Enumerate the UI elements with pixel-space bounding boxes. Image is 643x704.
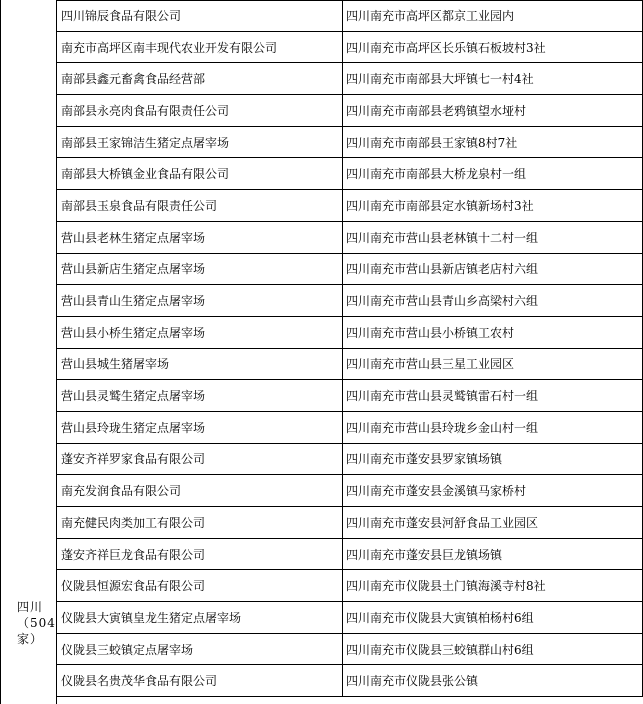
company-name-cell: 南部县大桥镇金业食品有限公司 xyxy=(57,158,343,189)
region-count-close: 家） xyxy=(17,632,44,646)
table-row xyxy=(57,475,643,507)
table-row xyxy=(57,507,643,539)
company-name-cell: 南部县永亮肉食品有限责任公司 xyxy=(57,95,343,126)
table-row xyxy=(57,158,643,190)
company-name-cell: 南部县鑫元畜禽食品经营部 xyxy=(57,63,343,94)
company-name-cell: 南部县玉泉食品有限责任公司 xyxy=(57,190,343,221)
address-cell: 四川南充市仪陇县张公镇 xyxy=(343,665,643,696)
address-cell: 四川南充市南部县定水镇新场村3社 xyxy=(343,190,643,221)
address-cell: 四川南充市仪陇县土门镇海溪寺村8社 xyxy=(343,570,643,601)
company-name-cell: 营山县灵鹫生猪定点屠宰场 xyxy=(57,380,343,411)
region-label xyxy=(17,599,56,647)
address-cell: 四川南充市蓬安县巨龙镇场镇 xyxy=(343,539,643,570)
company-name-cell: 营山县小桥生猪定点屠宰场 xyxy=(57,317,343,348)
address-cell: 四川南充市仪陇县大寅镇柏杨村6组 xyxy=(343,602,643,633)
address-cell: 四川南充市南部县大坪镇七一村4社 xyxy=(343,63,643,94)
table-row xyxy=(57,570,643,602)
company-name-cell: 蓬安齐祥巨龙食品有限公司 xyxy=(57,539,343,570)
region-cell xyxy=(0,0,57,704)
address-cell: 四川南充市蓬安县河舒食品工业园区 xyxy=(343,507,643,538)
table-row xyxy=(57,539,643,571)
company-name-cell: 四川锦辰食品有限公司 xyxy=(57,1,343,31)
table-row xyxy=(57,0,643,32)
company-name-cell: 营山县青山生猪定点屠宰场 xyxy=(57,285,343,316)
address-cell: 四川南充市仪陇县三蛟镇群山村6组 xyxy=(343,634,643,665)
address-cell: 四川南充市营山县老林镇十二村一组 xyxy=(343,222,643,253)
address-cell: 四川南充市高坪区长乐镇石板坡村3社 xyxy=(343,32,643,63)
region-name: 四川 xyxy=(17,600,44,614)
table-row xyxy=(57,222,643,254)
address-cell: 四川南充市南部县大桥龙泉村一组 xyxy=(343,158,643,189)
address-cell: 四川南充市南部县王家镇8村7社 xyxy=(343,127,643,158)
address-cell: 四川南充市营山县玲珑乡金山村一组 xyxy=(343,412,643,443)
table-row xyxy=(57,285,643,317)
company-name-cell: 南充发润食品有限公司 xyxy=(57,475,343,506)
company-name-cell: 仪陇县三蛟镇定点屠宰场 xyxy=(57,634,343,665)
address-cell: 四川南充市蓬安县罗家镇场镇 xyxy=(343,444,643,475)
company-name-cell: 仪陇县恒源宏食品有限公司 xyxy=(57,570,343,601)
address-cell: 四川南充市营山县新店镇老店村六组 xyxy=(343,254,643,285)
company-name-cell: 营山县新店生猪定点屠宰场 xyxy=(57,254,343,285)
company-name-cell: 南充健民肉类加工有限公司 xyxy=(57,507,343,538)
table-row xyxy=(57,317,643,349)
address-cell: 四川南充市南部县老鸦镇望水垭村 xyxy=(343,95,643,126)
table-row xyxy=(57,32,643,64)
address-cell: 四川南充市营山县三星工业园区 xyxy=(343,349,643,380)
table-row xyxy=(57,412,643,444)
table-row xyxy=(57,127,643,159)
address-cell: 四川南充市营山县灵鹫镇雷石村一组 xyxy=(343,380,643,411)
company-name-cell: 蓬安齐祥罗家食品有限公司 xyxy=(57,444,343,475)
company-name-cell: 仪陇县名贵茂华食品有限公司 xyxy=(57,665,343,696)
address-cell: 四川南充市营山县青山乡高梁村六组 xyxy=(343,285,643,316)
company-name-cell: 营山县玲珑生猪定点屠宰场 xyxy=(57,412,343,443)
table-row xyxy=(57,349,643,381)
company-name-cell: 仪陇县大寅镇皇龙生猪定点屠宰场 xyxy=(57,602,343,633)
table-row xyxy=(57,444,643,476)
table-row xyxy=(57,665,643,697)
company-name-cell: 营山县城生猪屠宰场 xyxy=(57,349,343,380)
company-name-cell: 南充市高坪区南丰现代农业开发有限公司 xyxy=(57,32,343,63)
address-cell: 四川南充市蓬安县金溪镇马家桥村 xyxy=(343,475,643,506)
company-name-cell: 营山县老林生猪定点屠宰场 xyxy=(57,222,343,253)
table-row xyxy=(57,95,643,127)
company-name-cell: 南部县王家锦洁生猪定点屠宰场 xyxy=(57,127,343,158)
address-cell: 四川南充市高坪区都京工业园内 xyxy=(343,1,643,31)
table-row xyxy=(57,190,643,222)
region-count-open: （504 xyxy=(17,616,56,630)
table-row xyxy=(57,63,643,95)
table-row xyxy=(57,602,643,634)
table-row xyxy=(57,634,643,666)
table-body xyxy=(57,0,643,697)
table-row xyxy=(57,254,643,286)
table-row xyxy=(57,380,643,412)
address-cell: 四川南充市营山县小桥镇工农村 xyxy=(343,317,643,348)
